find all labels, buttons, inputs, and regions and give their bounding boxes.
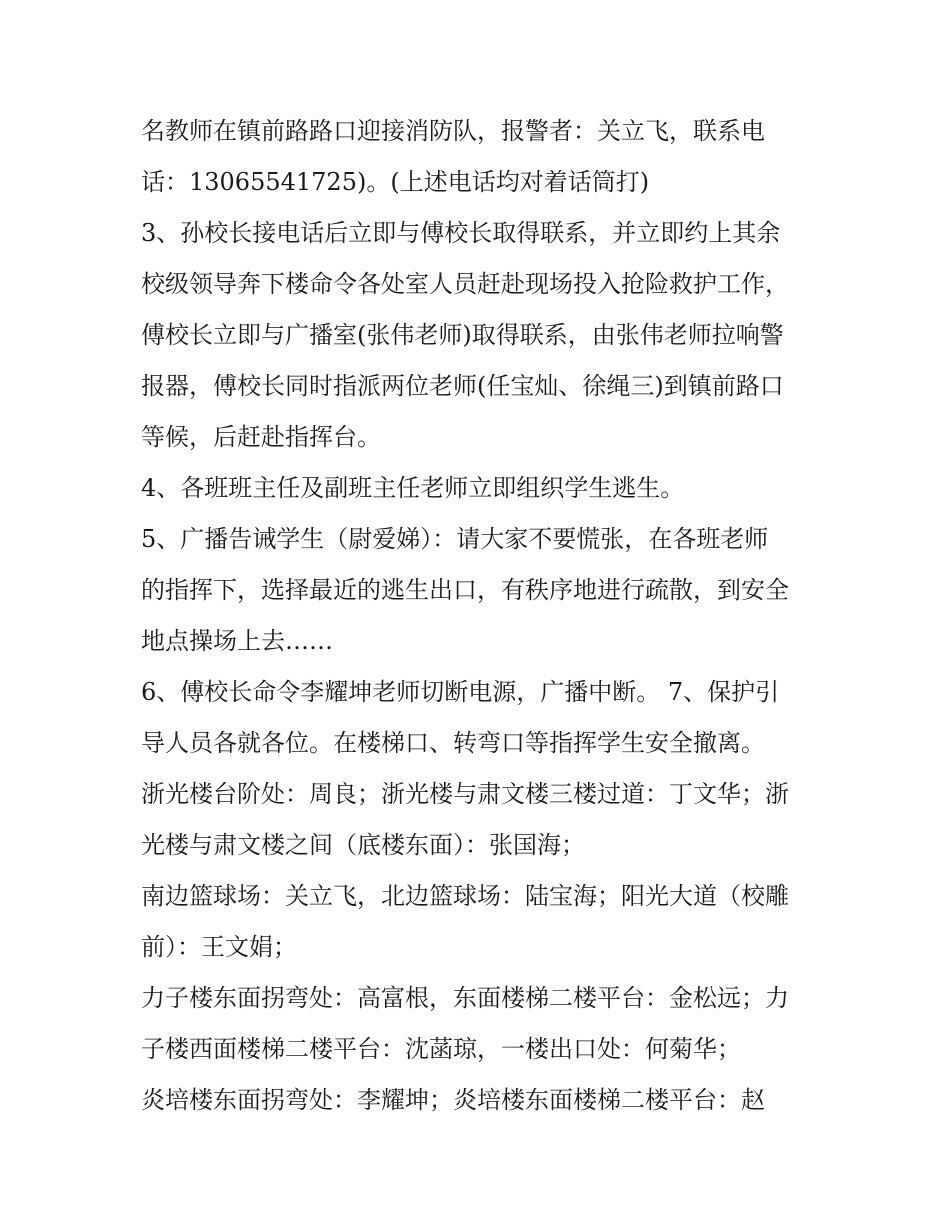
text-line-18: 力子楼东面拐弯处：高富根，东面楼梯二楼平台：金松远；力: [141, 984, 789, 1012]
text-line-13: 导人员各就各位。在楼梯口、转弯口等指挥学生安全撤离。: [141, 729, 765, 757]
text-line-7: 等候，后赶赴指挥台。: [141, 423, 381, 451]
text-line-1: 名教师在镇前路路口迎接消防队，报警者：关立飞，联系电: [141, 117, 765, 145]
text-line-17: 前）：王文娟；: [141, 933, 297, 961]
text-line-10: 的指挥下，选择最近的逃生出口，有秩序地进行疏散，到安全: [141, 576, 789, 604]
text-line-14: 浙光楼台阶处：周良；浙光楼与肃文楼三楼过道：丁文华；浙: [141, 780, 789, 808]
text-line-8: 4、各班班主任及副班主任老师立即组织学生逃生。: [141, 474, 685, 502]
text-line-11: 地点操场上去……: [141, 627, 333, 655]
text-line-16: 南边篮球场：关立飞，北边篮球场：陆宝海；阳光大道（校雕: [141, 882, 789, 910]
text-line-19: 子楼西面楼梯二楼平台：沈菡琼，一楼出口处：何菊华；: [141, 1035, 741, 1063]
document-body: [141, 109, 821, 1129]
text-line-4: 校级领导奔下楼命令各处室人员赶赴现场投入抢险救护工作，: [141, 270, 789, 298]
text-line-5: 傅校长立即与广播室(张伟老师)取得联系，由张伟老师拉响警: [141, 321, 784, 349]
text-line-3: 3、孙校长接电话后立即与傅校长取得联系，并立即约上其余: [141, 219, 781, 247]
text-line-15: 光楼与肃文楼之间（底楼东面）：张国海；: [141, 831, 585, 859]
text-line-12: 6、傅校长命令李耀坤老师切断电源，广播中断。 7、保护引: [141, 678, 780, 706]
text-line-2: 话：13065541725)。(上述电话均对着话筒打): [141, 168, 650, 196]
text-line-6: 报器，傅校长同时指派两位老师(任宝灿、徐绳三)到镇前路口: [141, 372, 784, 400]
text-line-9: 5、广播告诫学生（尉爱娣）：请大家不要慌张，在各班老师: [141, 525, 769, 553]
text-line-20: 炎培楼东面拐弯处：李耀坤；炎培楼东面楼梯二楼平台：赵: [141, 1086, 765, 1114]
